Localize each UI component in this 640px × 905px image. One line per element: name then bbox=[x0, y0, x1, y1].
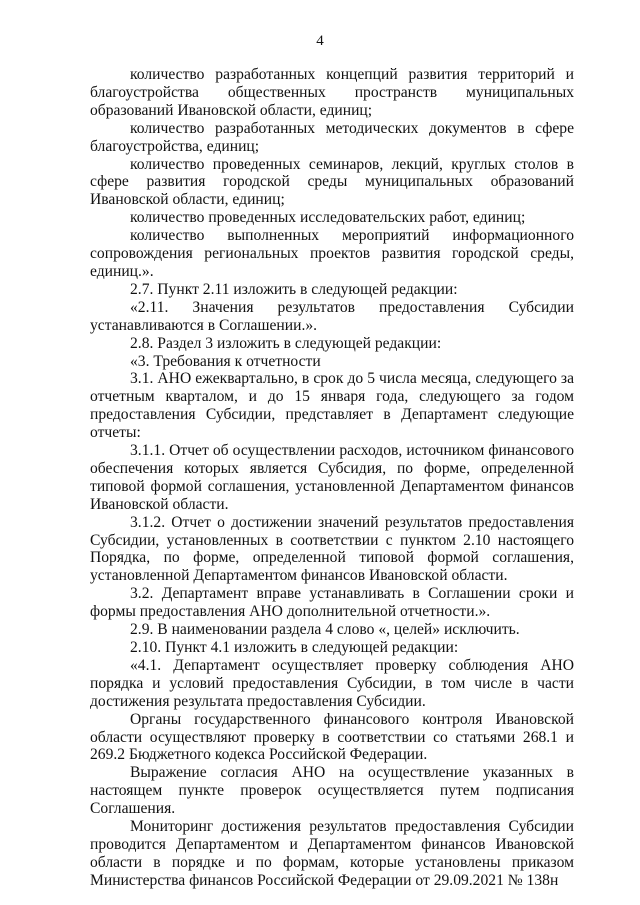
paragraph: 2.10. Пункт 4.1 изложить в следующей редакции: bbox=[130, 639, 459, 656]
paragraph: количество проведенных семинаров, лекций, круглых столов в сфере развития городской среды муниципальных образований Ивановской области, единиц; bbox=[90, 155, 574, 209]
paragraph: количество проведенных исследовательских работ, единиц; bbox=[130, 209, 526, 227]
paragraph: «2.11. Значения результатов предоставления Субсидии устанавливаются в Соглашении.». bbox=[90, 298, 574, 334]
paragraph: количество выполненных мероприятий информационного сопровождения региональных проектов развития городской среды, единиц.». bbox=[90, 227, 574, 280]
paragraph: 2.8. Раздел 3 изложить в следующей редакции: bbox=[130, 334, 442, 352]
paragraph: 3.1.1. Отчет об осуществлении расходов, источником финансового обеспечения которых является Субсидия, по форме, определенной типовой формой соглашения, установленной Департаментом финансов Ивановской области. bbox=[90, 442, 574, 513]
paragraph: Органы государственного финансового контроля Ивановской области осуществляют проверку в соответствии со статьями 268.1 и 269.2 Бюджетного кодекса Российской Федерации. bbox=[90, 710, 574, 764]
paragraph: 3.2. Департамент вправе устанавливать в Соглашении сроки и формы предоставления АНО дополнительной отчетности.». bbox=[90, 585, 574, 621]
paragraph: количество разработанных концепций развития территорий и благоустройства общественных пространств муниципальных образований Ивановской области, единиц; bbox=[90, 66, 574, 119]
page-number: 4 bbox=[316, 33, 324, 49]
section-heading: «3. Требования к отчетности bbox=[130, 352, 321, 370]
paragraph: Мониторинг достижения результатов предоставления Субсидии проводится Департаментом и Департаментом финансов Ивановской области в порядке и по формам, которые установлены приказом Министерства финансов Российской Федерации от 29.09.2021 № 138н bbox=[90, 818, 574, 889]
paragraph: 3.1. АНО ежеквартально, в срок до 5 числа месяца, следующего за отчетным кварталом, и до 15 января года, следующего за годом предоставления Субсидии, представляет в Департамент следующие отчеты: bbox=[90, 370, 574, 442]
paragraph: Выражение согласия АНО на осуществление указанных в настоящем пункте проверок осуществляется путем подписания Соглашения. bbox=[90, 764, 574, 818]
paragraph: «4.1. Департамент осуществляет проверку соблюдения АНО порядка и условий предоставления Субсидии, в том числе в части достижения результата предоставления Субсидии. bbox=[90, 656, 574, 710]
paragraph: количество разработанных методических документов в сфере благоустройства, единиц; bbox=[90, 119, 574, 155]
document-body bbox=[90, 66, 574, 890]
paragraph: 2.7. Пункт 2.11 изложить в следующей редакции: bbox=[130, 280, 458, 298]
paragraph: 2.9. В наименовании раздела 4 слово «, целей» исключить. bbox=[130, 621, 520, 639]
paragraph: 3.1.2. Отчет о достижении значений результатов предоставления Субсидии, установленных в соответствии с пунктом 2.10 настоящего Порядка, по форме, определенной типовой формой соглашения, установленной Департаментом финансов Ивановской области. bbox=[90, 513, 574, 585]
